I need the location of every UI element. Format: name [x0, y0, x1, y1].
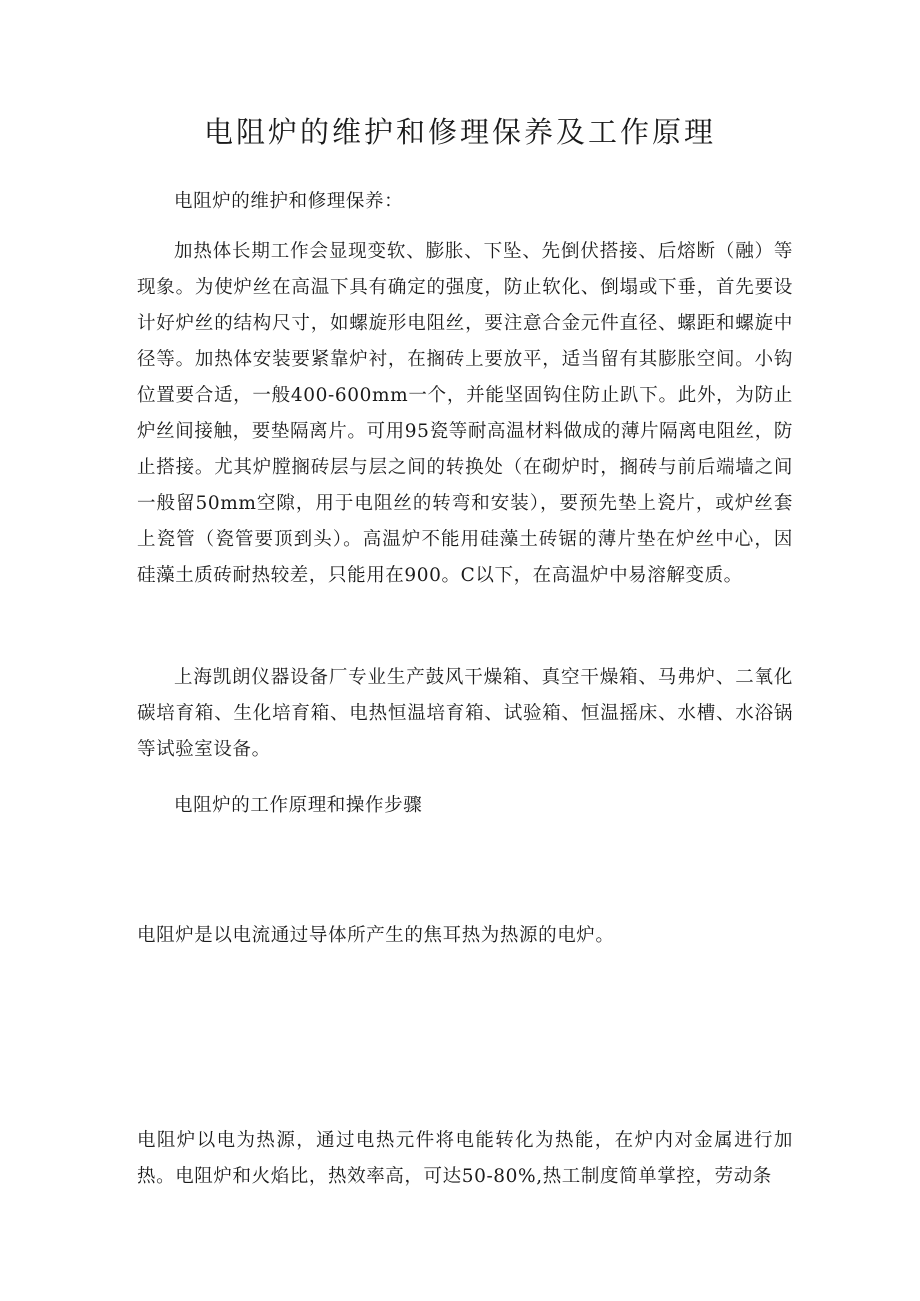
section-heading-principle: 电阻炉的工作原理和操作步骤 [174, 795, 423, 816]
paragraph-principle-details: 电阻炉以电为热源，通过电热元件将电能转化为热能，在炉内对金属进行加热。电阻炉和火焰比，热效率高，可达50-80%,热工制度简单掌控，劳动条 [137, 1130, 793, 1187]
paragraph-maintenance-details: 加热体长期工作会显现变软、膨胀、下坠、先倒伏搭接、后熔断（融）等现象。为使炉丝在高温下具有确定的强度，防止软化、倒塌或下垂，首先要设计好炉丝的结构尺寸，如螺旋形电阻丝，要注意合金元件直径、螺距和螺旋中径等。加热体安装要紧靠炉衬，在搁砖上要放平，适当留有其膨胀空间。小钩位置要合适，一般400-600mm一个，并能坚固钩住防止趴下。此外，为防止炉丝间接触，要垫隔离片。可用95瓷等耐高温材料做成的薄片隔离电阻丝，防止搭接。尤其炉膛搁砖层与层之间的转换处（在砌炉时，搁砖与前后端墙之间一般留50mm空隙，用于电阻丝的转弯和安装），要预先垫上瓷片，或炉丝套上瓷管（瓷管要顶到头）。高温炉不能用硅藻土砖锯的薄片垫在炉丝中心，因硅藻土质砖耐热较差，只能用在900。C以下，在高温炉中易溶解变质。 [137, 241, 793, 586]
document-title: 电阻炉的维护和修理保养及工作原理 [203, 115, 716, 149]
section-heading-maintenance: 电阻炉的维护和修理保养： [174, 191, 404, 212]
paragraph-company-intro: 上海凯朗仪器设备厂专业生产鼓风干燥箱、真空干燥箱、马弗炉、二氧化碳培育箱、生化培育箱、电热恒温培育箱、试验箱、恒温摇床、水槽、水浴锅等试验室设备。 [137, 667, 793, 760]
paragraph-definition: 电阻炉是以电流通过导体所产生的焦耳热为热源的电炉。 [137, 925, 615, 946]
